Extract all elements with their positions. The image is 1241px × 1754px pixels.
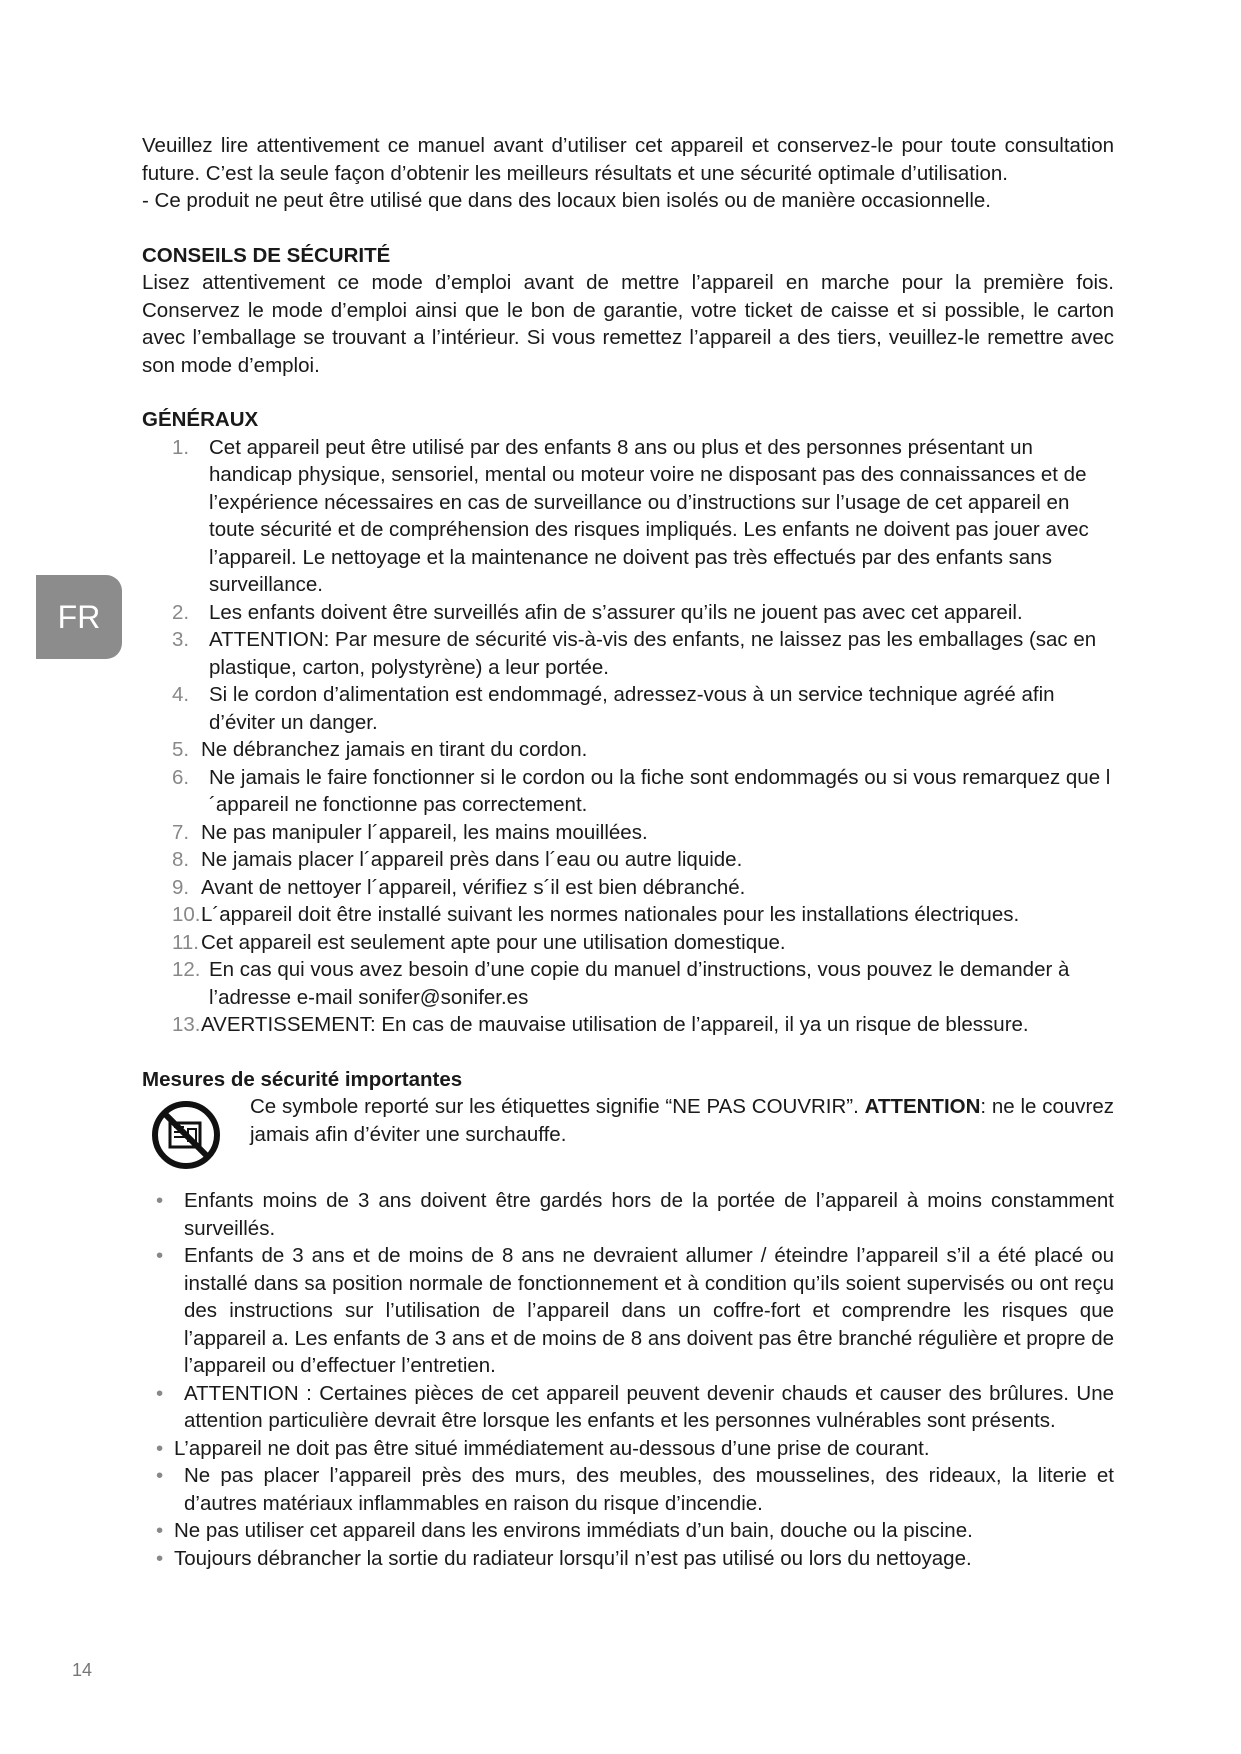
item-number: 6. (172, 765, 190, 789)
item-number: 2. (172, 600, 190, 624)
list-item: • Ne pas placer l’appareil près des murs, des meubles, des mousselines, des rideaux, la literie et d’autres matériaux inflammables en raison du risque d’incendie. (156, 1464, 1114, 1515)
item-number: 5. (172, 738, 190, 761)
list-item (142, 681, 1114, 736)
list-item (142, 901, 1114, 929)
list-item: • ATTENTION : Certaines pièces de cet appareil peuvent devenir chauds et causer des brûlures. Une attention particulière devrait être lorsque les enfants et les personnes vulnérables sont présents. (156, 1381, 1114, 1432)
list-item (142, 626, 1114, 681)
item-text: L´appareil doit être installé suivant les normes nationales pour les installations électriques. (201, 903, 1020, 926)
list-item: • Ne pas utiliser cet appareil dans les environs immédiats d’un bain, douche ou la piscine. (156, 1519, 973, 1542)
list-item: • Enfants de 3 ans et de moins de 8 ans ne devraient allumer / éteindre l’appareil s’il a été placé ou installé dans sa position normale de fonctionnement et à condition qu’ils soient supervisés ou ont reçu des instructions sur l’utilisation de l’appareil dans un coffre-fort et comprendre les risques que l’appareil a. Les enfants de 3 ans et de moins de 8 ans doivent pas être branché régulière et propre de l’appareil ou d’effectuer l’entretien. (156, 1244, 1114, 1377)
item-text: Ne jamais le faire fonctionner si le cordon ou la fiche sont endommagés ou si vous remarquez que l´appareil ne fonctionne pas correctement. (209, 765, 1111, 816)
list-item (142, 764, 1114, 819)
item-text: Si le cordon d’alimentation est endommagé, adressez-vous à un service technique agréé afin d’éviter un danger. (209, 683, 1055, 734)
list-item: • Toujours débrancher la sortie du radiateur lorsqu’il n’est pas utilisé ou lors du nettoyage. (156, 1546, 972, 1570)
list-item (142, 1011, 1114, 1039)
intro-note: - Ce produit ne peut être utilisé que dans des locaux bien isolés ou de manière occasionnelle. (142, 189, 991, 212)
item-text: AVERTISSEMENT: En cas de mauvaise utilisation de l’appareil, il ya un risque de blessure. (201, 1013, 1029, 1036)
important-heading: Mesures de sécurité importantes (142, 1067, 463, 1091)
item-number: 4. (172, 683, 190, 706)
do-not-cover-icon (150, 1099, 222, 1171)
item-text: ATTENTION: Par mesure de sécurité vis-à-vis des enfants, ne laissez pas les emballages (sac en plastique, carton, polystyrène) a leur portée. (209, 628, 1097, 679)
list-item (142, 956, 1114, 1011)
list-item (142, 599, 1114, 627)
item-number: 13. (172, 1013, 201, 1036)
list-item (142, 846, 1114, 874)
item-number: 7. (172, 820, 190, 844)
item-number: 1. (172, 435, 190, 459)
item-number: 9. (172, 875, 190, 899)
symbol-description: Ce symbole reporté sur les étiquettes signifie “NE PAS COUVRIR”. ATTENTION: ne le couvrez jamais afin d’éviter une surchauffe. (250, 1095, 1114, 1146)
manual-page (142, 132, 1114, 1572)
item-number: 12. (172, 958, 201, 981)
list-item (142, 434, 1114, 599)
item-text: Avant de nettoyer l´appareil, vérifiez s´il est bien débranché. (201, 875, 746, 899)
list-item (142, 874, 1114, 902)
list-item (142, 929, 1114, 957)
important-bullets (142, 1187, 1114, 1572)
item-text: Les enfants doivent être surveillés afin de s’assurer qu’ils ne jouent pas avec cet appareil. (209, 600, 1023, 624)
item-text: Cet appareil est seulement apte pour une utilisation domestique. (201, 930, 786, 954)
list-item: • Enfants moins de 3 ans doivent être gardés hors de la portée de l’appareil à moins constamment surveillés. (156, 1189, 1114, 1240)
safety-heading: CONSEILS DE SÉCURITÉ (142, 243, 391, 267)
item-number: 11. (172, 930, 199, 954)
general-heading: GÉNÉRAUX (142, 408, 259, 431)
item-text: Cet appareil peut être utilisé par des enfants 8 ans ou plus et des personnes présentant un handicap physique, sensoriel, mental ou moteur voire ne disposant pas des connaissances et de l’expérience nécessaires en cas de surveillance ou d’instructions sur l’usage de cet appareil en toute sécurité et de compréhension des risques impliqués. Les enfants ne doivent pas jouer avec l’appareil. Le nettoyage et la maintenance ne doivent pas très effectués par des enfants sans surveillance. (209, 435, 1089, 596)
symbol-notice (142, 1093, 1114, 1173)
item-text: En cas qui vous avez besoin d’une copie du manuel d’instructions, vous pouvez le demander à l’adresse e-mail sonifer@sonifer.es (209, 958, 1070, 1009)
intro-paragraph: Veuillez lire attentivement ce manuel avant d’utiliser cet appareil et conservez-le pour toute consultation future. C’est la seule façon d’obtenir les meilleurs résultats et une sécurité optimale d’utilisation. (142, 134, 1114, 185)
list-item (142, 736, 1114, 764)
general-list (142, 434, 1114, 1039)
item-number: 3. (172, 628, 190, 651)
list-item: • L’appareil ne doit pas être situé immédiatement au-dessous d’une prise de courant. (156, 1436, 930, 1460)
item-text: Ne débranchez jamais en tirant du cordon. (201, 738, 588, 761)
list-item (142, 819, 1114, 847)
item-text: Ne jamais placer l´appareil près dans l´eau ou autre liquide. (201, 848, 743, 871)
page-number: 14 (72, 1660, 93, 1680)
item-number: 8. (172, 848, 190, 871)
item-text: Ne pas manipuler l´appareil, les mains mouillées. (201, 820, 648, 844)
language-tab-fr: FR (36, 575, 122, 659)
safety-paragraph: Lisez attentivement ce mode d’emploi avant de mettre l’appareil en marche pour la première fois. Conservez le mode d’emploi ainsi que le bon de garantie, votre ticket de caisse et si possible, le carton avec l’emballage se trouvant a l’intérieur. Si vous remettez l’appareil a des tiers, veuillez-le remettre avec son mode d’emploi. (142, 271, 1114, 377)
item-number: 10. (172, 903, 201, 926)
